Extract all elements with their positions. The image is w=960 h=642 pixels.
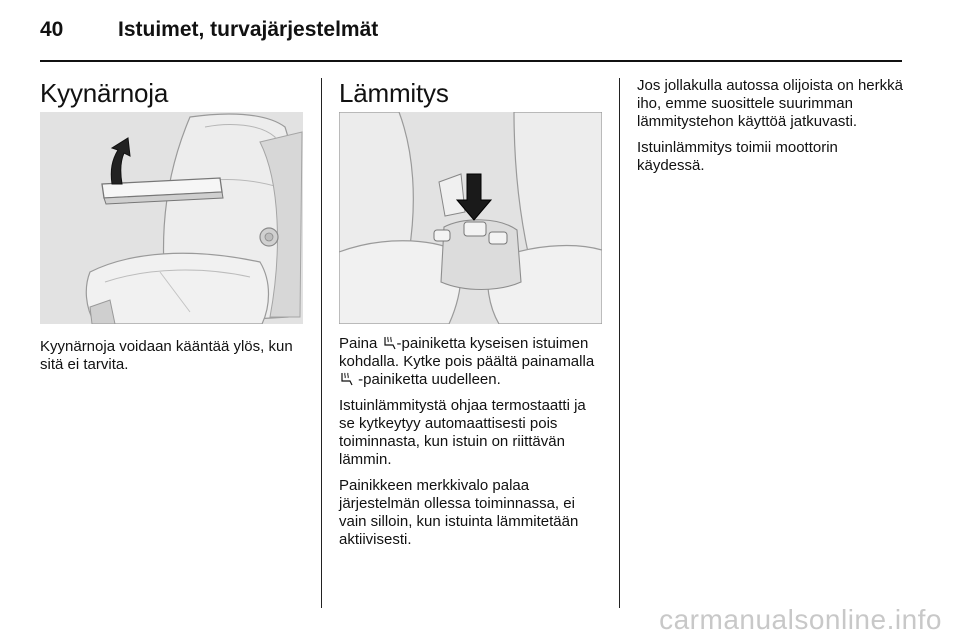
armrest-paragraph: Kyynärnoja voidaan kääntää ylös, kun sitä ei tarvita.: [40, 338, 293, 373]
page-number: 40: [40, 18, 64, 41]
heating-paragraph-3: Painikkeen merkkivalo palaa järjestelmän ollessa toiminnassa, ei vain silloin, kun istuinta lämmitetään aktiivisesti.: [339, 477, 579, 548]
heating-paragraph-1: Paina -painiketta kyseisen istuimen kohdalla. Kytke pois päältä painamalla -painiketta uudelleen.: [339, 335, 595, 388]
seat-armrest-illustration: [40, 112, 303, 324]
heating-text: [339, 335, 605, 557]
heating-paragraph-2: Istuinlämmitystä ohjaa termostaatti ja se kytkeytyy automaattisesti pois toiminnasta, kun istuin on riittävän lämmin.: [339, 397, 586, 468]
column-divider: [619, 78, 620, 608]
seat-heater-icon: [383, 336, 396, 350]
heating-paragraph-5: Istuinlämmitys toimii moottorin käydessä.: [637, 139, 838, 174]
column-divider: [321, 78, 322, 608]
seat-heating-button-illustration: [339, 112, 602, 324]
watermark: carmanualsonline.info: [659, 604, 942, 635]
heating-text-continued: [637, 77, 905, 183]
section-title-armrest: Kyynärnoja: [40, 78, 169, 108]
section-title-heating: Lämmitys: [339, 78, 449, 108]
seat-heater-icon: [340, 372, 353, 386]
chapter-title: Istuimet, turvajärjestelmät: [118, 18, 379, 41]
header-divider: [40, 60, 902, 62]
armrest-text: [40, 338, 302, 382]
heating-paragraph-4: Jos jollakulla autossa olijoista on herkkä iho, emme suosittele suurimman lämmitystehon käyttöä jatkuvasti.: [637, 77, 903, 130]
